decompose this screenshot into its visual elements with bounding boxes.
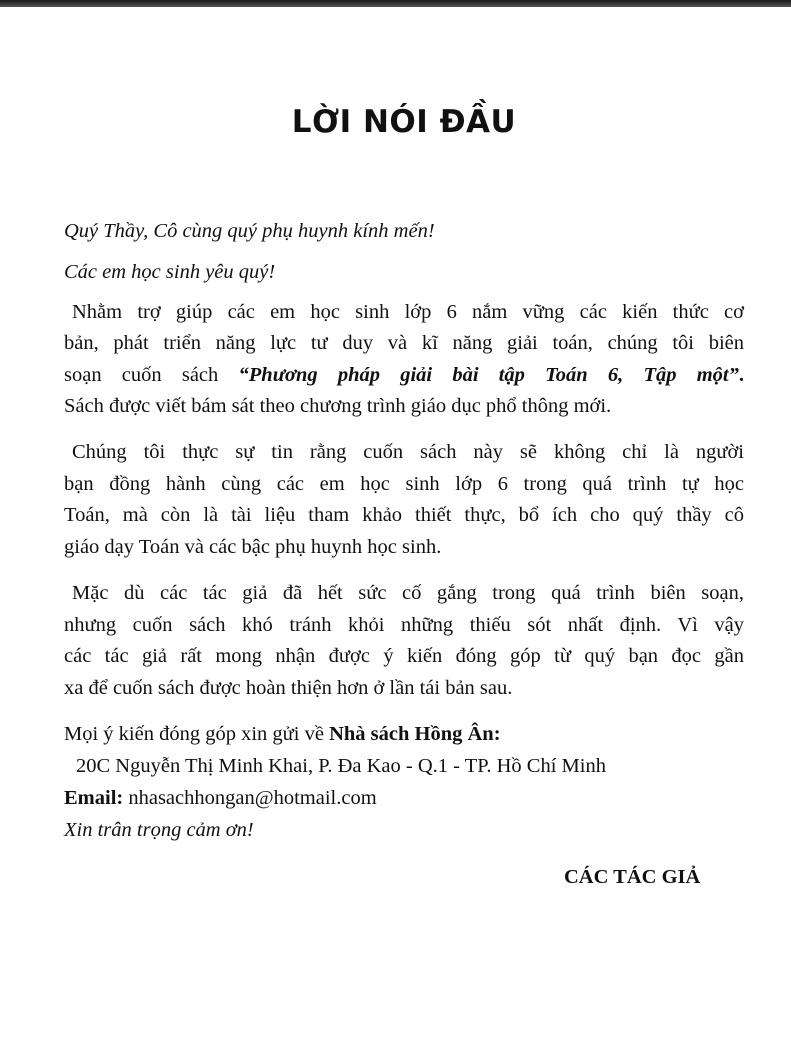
- greeting-students: Các em học sinh yêu quý!: [64, 261, 276, 283]
- email-label: Email:: [64, 787, 124, 809]
- para1-line2: bản, phát triển năng lực tư duy và kĩ năng giải toán, chúng tôi biên: [64, 332, 744, 354]
- para2-line3: Toán, mà còn là tài liệu tham khảo thiết thực, bổ ích cho quý thầy cô: [64, 504, 744, 526]
- para2-line4: giáo dạy Toán và các bậc phụ huynh học sinh.: [64, 536, 442, 558]
- email-line: [64, 785, 377, 811]
- top-border: [0, 0, 791, 7]
- para1-line3-suffix: .: [738, 364, 744, 386]
- publisher-name: Nhà sách Hồng Ân:: [329, 723, 501, 745]
- signature-authors: CÁC TÁC GIẢ: [564, 866, 701, 888]
- para3-line3: các tác giả rất mong nhận được ý kiến đóng góp từ quý bạn đọc gần: [64, 645, 744, 667]
- para3-line2: nhưng cuốn sách khó tránh khỏi những thiếu sót nhất định. Vì vậy: [64, 614, 744, 636]
- publisher-address: 20C Nguyễn Thị Minh Khai, P. Đa Kao - Q.1 - TP. Hồ Chí Minh: [76, 755, 606, 777]
- para1-line3: [64, 362, 744, 388]
- para1-line3-prefix: soạn cuốn sách: [64, 364, 239, 386]
- para3-line1: Mặc dù các tác giả đã hết sức cố gắng trong quá trình biên soạn,: [72, 582, 744, 604]
- para3-line4: xa để cuốn sách được hoàn thiện hơn ở lần tái bản sau.: [64, 677, 513, 699]
- para2-line2: bạn đồng hành cùng các em học sinh lớp 6 trong quá trình tự học: [64, 473, 744, 495]
- para1-line1: Nhằm trợ giúp các em học sinh lớp 6 nắm vững các kiến thức cơ: [72, 301, 744, 323]
- para2-line1: Chúng tôi thực sự tin rằng cuốn sách này sẽ không chỉ là người: [72, 441, 744, 463]
- para1-line4: Sách được viết bám sát theo chương trình giáo dục phổ thông mới.: [64, 395, 612, 417]
- email-address: nhasachhongan@hotmail.com: [123, 787, 377, 809]
- contact-intro: Mọi ý kiến đóng góp xin gửi về: [64, 723, 330, 745]
- contact-intro-line: [64, 721, 501, 747]
- page-title: LỜI NÓI ĐẦU: [291, 104, 517, 140]
- closing-thanks: Xin trân trọng cảm ơn!: [64, 819, 254, 841]
- greeting-teachers: Quý Thầy, Cô cùng quý phụ huynh kính mến!: [64, 220, 435, 242]
- book-title: “Phương pháp giải bài tập Toán 6, Tập một”: [238, 364, 739, 386]
